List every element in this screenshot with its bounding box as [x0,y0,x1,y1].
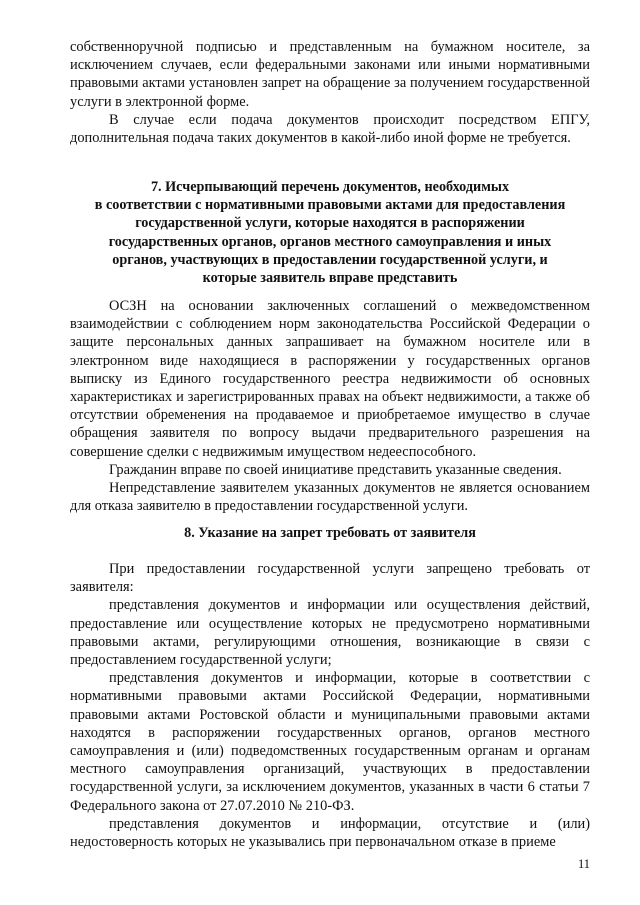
section-7-body [70,297,590,515]
heading-line: органов, участвующих в предоставлении государственной услуги, и [112,251,548,268]
paragraph: В случае если подача документов происходит посредством ЕПГУ, дополнительная подача таких документов в какой-либо иной форме не требуется. [70,111,590,147]
paragraph: представления документов и информации или осуществления действий, предоставление или осуществление которых не предусмотрено нормативными правовыми актами, регулирующими отношения, возникающие в связи с предоставлением государственной услуги; [70,597,590,669]
section-8-heading [70,524,590,542]
paragraph: Гражданин вправе по своей инициативе представить указанные сведения. [109,461,562,478]
paragraph: представления документов и информации, отсутствие и (или) недостоверность которых не указывались при первоначальном отказе в приеме [70,815,590,851]
section-7-heading [70,178,590,287]
paragraph: Непредставление заявителем указанных документов не является основанием для отказа заявителю в предоставлении государственной услуги. [70,480,590,515]
page-number: 11 [577,857,590,871]
heading-line: 7. Исчерпывающий перечень документов, необходимых [150,179,510,195]
section-8-body [70,560,590,851]
paragraph: ОСЗН на основании заключенных соглашений о межведомственном взаимодействии с соблюдением норм законодательства Российской Федерации о защите персональных данных запрашивает на бумажном носителе или в электронном виде находящиеся в распоряжении у государственных органов выписку из Единого государственного реестра недвижимости об основных характеристиках и зарегистрированных правах на объект недвижимости, а также об отсутствии обременения на продаваемое и приобретаемое имущество в случае обращения заявителя по вопросу выдачи предварительного разрешения на совершение сделки с недвижимым имуществом недееспособного. [70,298,590,460]
heading-line: государственных органов, органов местного самоуправления и иных [108,233,552,250]
intro-paragraphs [70,38,590,147]
heading-line: в соответствии с нормативными правовыми актами для предоставления [94,197,566,214]
heading-line: которые заявитель вправе представить [202,270,458,287]
paragraph: При предоставлении государственной услуги запрещено требовать от заявителя: [70,561,590,596]
paragraph: представления документов и информации, которые в соответствии с нормативными правовыми актами Российской Федерации, нормативными правовыми актами Ростовской области и муниципальными правовыми актами находятся в распоряжении государственных органов, органов местного самоуправления и (или) подведомственных государственным органам и органам местного самоуправления организаций, участвующих в предоставлении государственной услуги, за исключением документов, указанных в части 6 статьи 7 Федерального закона от 27.07.2010 № 210-ФЗ. [70,670,590,814]
heading-line: государственной услуги, которые находятся в распоряжении [135,215,525,232]
paragraph: собственноручной подписью и представленным на бумажном носителе, за исключением случаев, если федеральными законами или иными нормативными правовыми актами установлен запрет на обращение за получением государственной услуги в электронной форме. [70,39,590,110]
heading-line: 8. Указание на запрет требовать от заявителя [184,525,476,541]
